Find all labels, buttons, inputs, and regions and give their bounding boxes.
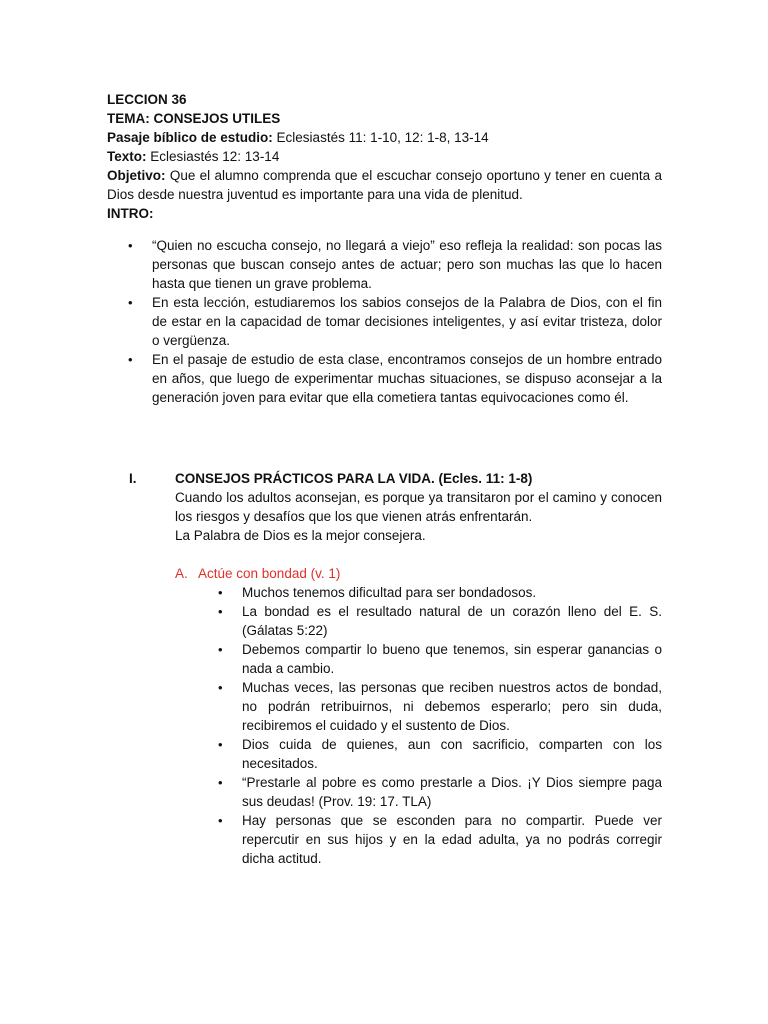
section-title: CONSEJOS PRÁCTICOS PARA LA VIDA. (Ecles. 11: 1-8) xyxy=(175,471,533,486)
subsection-title: Actúe con bondad (v. 1) xyxy=(198,566,341,581)
lesson-theme: TEMA: CONSEJOS UTILES xyxy=(107,111,281,126)
subsection-heading xyxy=(175,564,340,583)
subsection-bullet-list xyxy=(242,583,662,868)
intro-bullet-list xyxy=(152,236,662,407)
section-paragraph: Cuando los adultos aconsejan, es porque ya transitaron por el camino y conocen los riesgos y desafíos que los que vienen atrás enfrentarán. xyxy=(175,490,662,524)
section-one xyxy=(175,469,662,545)
list-item: • Hay personas que se esconden para no compartir. Puede ver repercutir en sus hijos y en la edad adulta, ya no podrás corregir dicha actitud. xyxy=(242,811,662,868)
list-item: • Muchos tenemos dificultad para ser bondadosos. xyxy=(242,583,662,602)
subsection-letter: A. xyxy=(175,566,188,581)
list-item: • La bondad es el resultado natural de un corazón lleno del E. S. (Gálatas 5:22) xyxy=(242,602,662,640)
key-text-label: Texto: xyxy=(107,149,147,164)
objective-value: Que el alumno comprenda que el escuchar consejo oportuno y tener en cuenta a Dios desde nuestra juventud es importante para una vida de plenitud. xyxy=(107,168,662,202)
list-item: • Muchas veces, las personas que reciben nuestros actos de bondad, no podrán retribuirnos, ni debemos esperarlo; pero sin duda, recibiremos el cuidado y el sustento de Dios. xyxy=(242,678,662,735)
list-item: • En esta lección, estudiaremos los sabios consejos de la Palabra de Dios, con el fin de estar en la capacidad de tomar decisiones inteligentes, y así evitar tristeza, dolor o vergüenza. xyxy=(152,293,662,350)
objective xyxy=(107,166,662,204)
section-paragraph: La Palabra de Dios es la mejor consejera. xyxy=(175,528,426,543)
intro-label: INTRO: xyxy=(107,206,154,221)
section-number: I. xyxy=(129,471,137,486)
objective-label: Objetivo: xyxy=(107,168,166,183)
list-item: • Dios cuida de quienes, aun con sacrificio, comparten con los necesitados. xyxy=(242,735,662,773)
list-item: • Debemos compartir lo bueno que tenemos, sin esperar ganancias o nada a cambio. xyxy=(242,640,662,678)
study-passage xyxy=(107,128,662,147)
key-text xyxy=(107,147,662,166)
study-passage-value: Eclesiastés 11: 1-10, 12: 1-8, 13-14 xyxy=(272,130,489,145)
list-item: • “Prestarle al pobre es como prestarle a Dios. ¡Y Dios siempre paga sus deudas! (Prov. 19: 17. TLA) xyxy=(242,773,662,811)
key-text-value: Eclesiastés 12: 13-14 xyxy=(146,149,280,164)
list-item: • En el pasaje de estudio de esta clase, encontramos consejos de un hombre entrado en años, que luego de experimentar muchas situaciones, se dispuso aconsejar a la generación joven para evitar que ella cometiera tantas equivocaciones como él. xyxy=(152,350,662,407)
lesson-number: LECCION 36 xyxy=(107,92,187,107)
list-item: • “Quien no escucha consejo, no llegará a viejo” eso refleja la realidad: son pocas las personas que buscan consejo antes de actuar; pero son muchas las que lo hacen hasta que tienen un grave problema. xyxy=(152,236,662,293)
lesson-header xyxy=(107,90,662,223)
study-passage-label: Pasaje bíblico de estudio: xyxy=(107,130,273,145)
